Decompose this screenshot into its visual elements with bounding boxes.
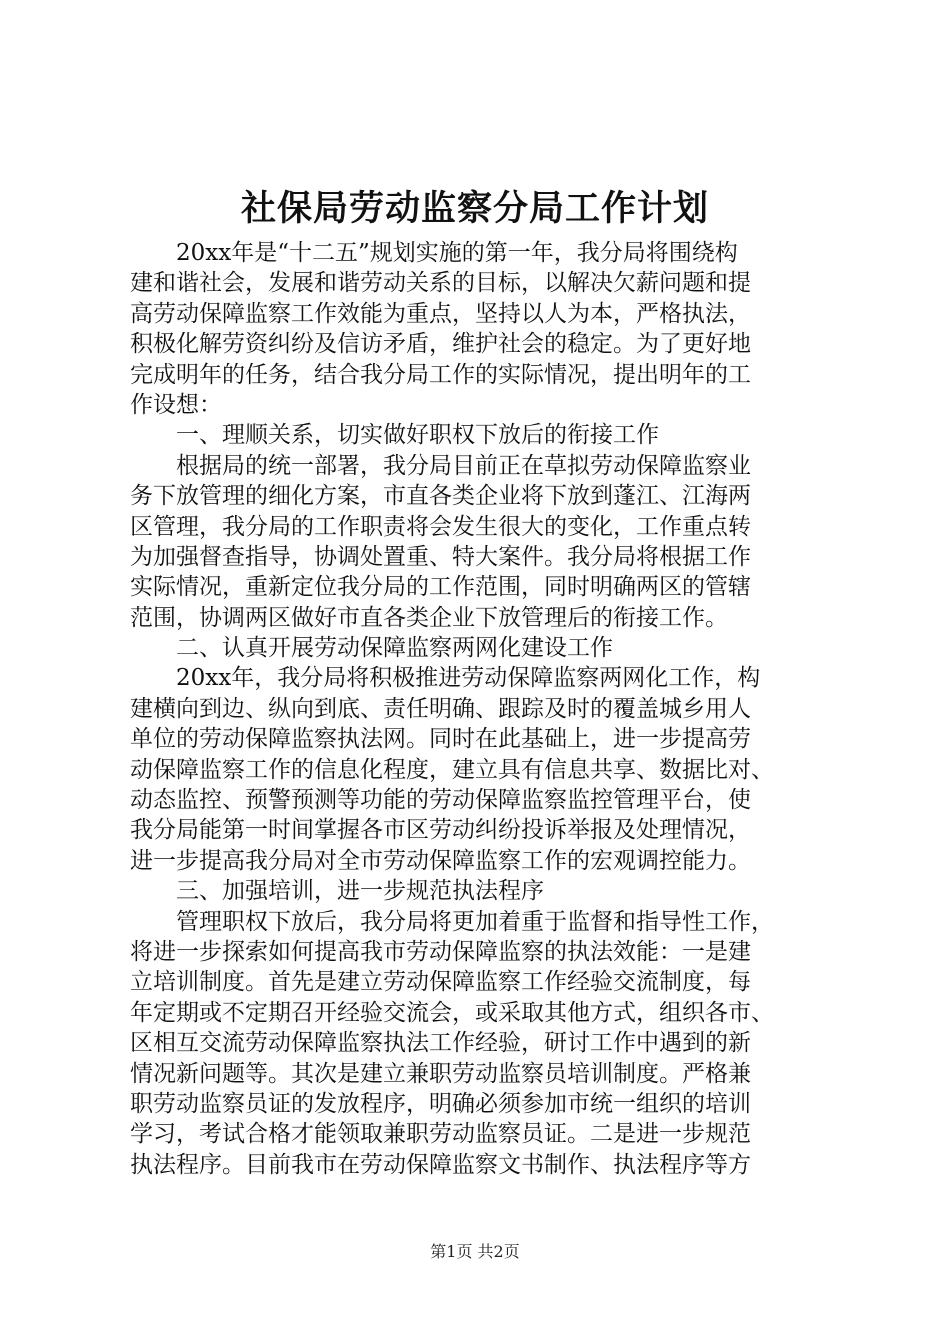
section-heading: 一、理顺关系，切实做好职权下放后的衔接工作: [176, 422, 659, 449]
paragraph-line: 为加强督查指导，协调处置重、特大案件。我分局将根据工作: [130, 543, 751, 570]
section-heading: 二、认真开展劳动保障监察两网化建设工作: [176, 635, 613, 662]
paragraph-line: 年定期或不定期召开经验交流会，或采取其他方式，组织各市、: [130, 999, 774, 1026]
paragraph-line: 动保障监察工作的信息化程度，建立具有信息共享、数据比对、: [130, 756, 774, 783]
paragraph-line: 范围，协调两区做好市直各类企业下放管理后的衔接工作。: [130, 604, 728, 631]
document-title: 社保局劳动监察分局工作计划: [240, 188, 709, 229]
paragraph-line: 建横向到边、纵向到底、责任明确、跟踪及时的覆盖城乡用人: [130, 695, 751, 722]
paragraph-line: 我分局能第一时间掌握各市区劳动纠纷投诉举报及处理情况，: [130, 817, 751, 844]
paragraph-line: 20xx年是“十二五”规划实施的第一年，我分局将围绕构: [176, 240, 738, 266]
paragraph-line: 积极化解劳资纠纷及信访矛盾，维护社会的稳定。为了更好地: [130, 331, 751, 358]
paragraph-line: 作设想：: [130, 391, 222, 418]
paragraph-line: 务下放管理的细化方案，市直各类企业将下放到蓬江、江海两: [130, 483, 751, 510]
paragraph-line: 管理职权下放后，我分局将更加着重于监督和指导性工作，: [176, 908, 774, 935]
page-number-footer: 第1页 共2页: [430, 1242, 520, 1261]
paragraph-line: 立培训制度。首先是建立劳动保障监察工作经验交流制度，每: [130, 969, 751, 996]
paragraph-line: 实际情况，重新定位我分局的工作范围，同时明确两区的管辖: [130, 574, 751, 601]
paragraph-line: 执法程序。目前我市在劳动保障监察文书制作、执法程序等方: [130, 1151, 751, 1178]
paragraph-line: 单位的劳动保障监察执法网。同时在此基础上，进一步提高劳: [130, 726, 751, 753]
paragraph-line: 区管理，我分局的工作职责将会发生很大的变化，工作重点转: [130, 513, 751, 540]
paragraph-line: 高劳动保障监察工作效能为重点，坚持以人为本，严格执法，: [130, 300, 751, 327]
section-heading: 三、加强培训，进一步规范执法程序: [176, 878, 544, 905]
paragraph-line: 根据局的统一部署，我分局目前正在草拟劳动保障监察业: [176, 452, 751, 479]
paragraph-line: 进一步提高我分局对全市劳动保障监察工作的宏观调控能力。: [130, 847, 751, 874]
paragraph-line: 20xx年，我分局将积极推进劳动保障监察两网化工作，构: [176, 665, 761, 692]
paragraph-line: 将进一步探索如何提高我市劳动保障监察的执法效能：一是建: [130, 938, 751, 965]
paragraph-line: 动态监控、预警预测等功能的劳动保障监察监控管理平台，使: [130, 787, 751, 814]
paragraph-line: 情况新问题等。其次是建立兼职劳动监察员培训制度。严格兼: [130, 1060, 751, 1087]
paragraph-line: 职劳动监察员证的发放程序，明确必须参加市统一组织的培训: [130, 1090, 751, 1117]
paragraph-line: 学习，考试合格才能领取兼职劳动监察员证。二是进一步规范: [130, 1121, 751, 1148]
paragraph-line: 完成明年的任务，结合我分局工作的实际情况，提出明年的工: [130, 361, 751, 388]
paragraph-line: 建和谐社会，发展和谐劳动关系的目标，以解决欠薪问题和提: [130, 270, 751, 297]
paragraph-line: 区相互交流劳动保障监察执法工作经验，研讨工作中遇到的新: [130, 1030, 751, 1057]
document-body: [130, 238, 830, 1180]
